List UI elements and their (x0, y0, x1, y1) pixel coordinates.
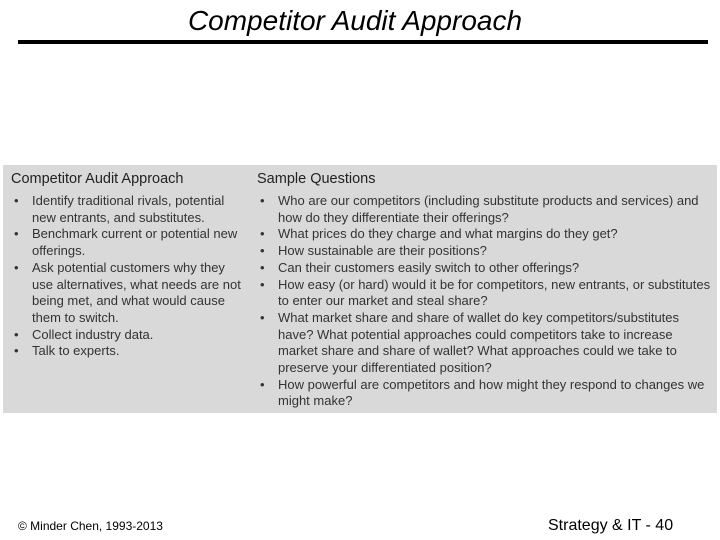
sample-questions-header: Sample Questions (257, 171, 376, 187)
list-item: • Who are our competitors (including substitute products and services) and how do they differentiate their offerings? (257, 193, 715, 226)
audit-approach-header: Competitor Audit Approach (11, 171, 184, 187)
slide-title: Competitor Audit Approach (187, 5, 523, 36)
title-underline (18, 40, 708, 44)
audit-table-image (3, 165, 717, 413)
list-item: • Benchmark current or potential new offerings. (11, 226, 246, 259)
sample-questions-list (257, 193, 715, 410)
list-item: • Can their customers easily switch to other offerings? (257, 260, 715, 277)
list-item: • Collect industry data. (11, 327, 246, 344)
sample-questions-column (257, 171, 715, 410)
list-item: • Talk to experts. (11, 343, 246, 360)
list-item: • How sustainable are their positions? (257, 243, 715, 260)
list-item: • What prices do they charge and what margins do they get? (257, 226, 715, 243)
list-item: • How easy (or hard) would it be for competitors, new entrants, or substitutes to enter our market and steal share? (257, 277, 715, 310)
list-item: • Identify traditional rivals, potential new entrants, and substitutes. (11, 193, 246, 226)
audit-approach-list (11, 193, 246, 360)
copyright-text: © Minder Chen, 1993-2013 (18, 519, 163, 533)
list-item: • How powerful are competitors and how might they respond to changes we might make? (257, 377, 715, 410)
audit-approach-column (11, 171, 246, 360)
page-number-label: Strategy & IT - 40 (548, 517, 674, 534)
list-item: • Ask potential customers why they use alternatives, what needs are not being met, and what would cause them to switch. (11, 260, 246, 327)
list-item: • What market share and share of wallet do key competitors/substitutes have? What potential approaches could competitors take to increase market share and share of wallet? What approaches could we take to preserve your differentiated position? (257, 310, 715, 377)
